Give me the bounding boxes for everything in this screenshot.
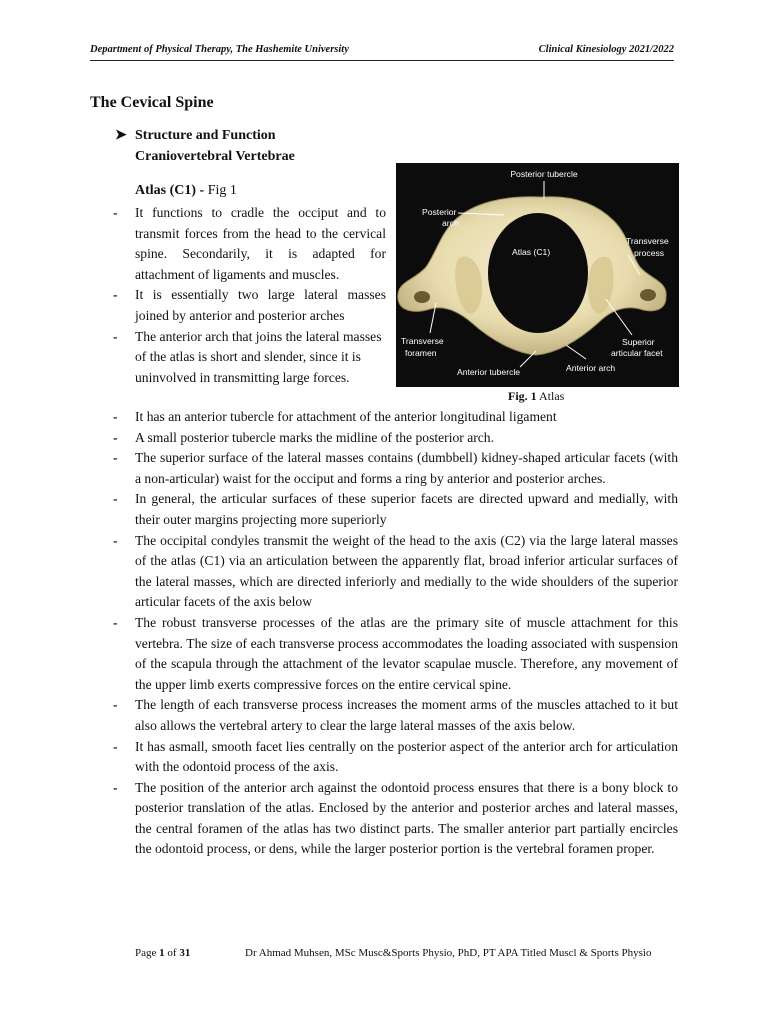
label-transverse-foramen-1: Transverse [401,336,444,346]
label-superior-facet-1: Superior [622,337,655,347]
page-header [90,42,674,61]
section-heading [115,125,295,167]
arrow-bullet-icon: ➤ [115,128,127,143]
section-title: Structure and Function [135,128,276,143]
figure-caption [508,389,564,404]
caption-number: Fig. 1 [508,389,537,403]
label-posterior-arch-2: arch [442,218,459,228]
atlas-heading-ref: Fig 1 [207,183,237,198]
list-item: - It has an anterior tubercle for attachment of the anterior longitudinal ligament [113,409,557,424]
label-transverse-process-1: Transverse [626,236,669,246]
bullet-list-wide [113,407,678,860]
list-item: - It has asmall, smooth facet lies centrally on the posterior aspect of the anterior arch for articulation with the odontoid process of the axis. [113,738,678,775]
section-subtitle: Craniovertebral Vertebrae [135,149,295,164]
label-atlas-center: Atlas (C1) [512,247,551,257]
label-anterior-tubercle: Anterior tubercle [457,367,521,377]
label-superior-facet-2: articular facet [611,348,663,358]
page-number: Page 1 of 31 [135,947,191,959]
list-item: - The robust transverse processes of the atlas are the primary site of muscle attachment for this vertebra. The size of each transverse process accommodates the loading associated with suspension of the scapula through the attachment of the levator scapulae muscle. Therefore, any movement of the upper limb exerts compressive forces on the entire cervical spine. [113,614,678,692]
list-item: - The superior surface of the lateral masses contains (dumbbell) kidney-shaped articular facets (with a non-articular) waist for the occiput and forms a ring by anterior and posterior arches. [113,450,678,486]
list-item: - The anterior arch that joins the lateral masses of the atlas is short and slender, since it is uninvolved in transmitting large forces. [113,328,382,385]
atlas-illustration [396,163,679,387]
atlas-figure [396,163,679,387]
label-posterior-tubercle: Posterior tubercle [510,169,578,179]
caption-text: Atlas [536,389,565,403]
label-anterior-arch: Anterior arch [566,363,616,373]
vertebral-foramen [488,213,588,333]
atlas-heading-bold: Atlas (C1) - [135,183,208,198]
list-item: - In general, the articular surfaces of these superior facets are directed upward and medially, with their outer margins projecting more superiorly [113,491,678,527]
header-department: Department of Physical Therapy, The Hashemite University [90,44,349,55]
footer-author: Dr Ahmad Muhsen, MSc Musc&Sports Physio, PhD, PT APA Titled Muscl & Sports Physio [245,947,652,959]
list-item: - A small posterior tubercle marks the midline of the posterior arch. [113,429,494,445]
right-transverse-foramen [640,289,656,301]
header-course: Clinical Kinesiology 2021/2022 [538,44,674,55]
list-item: - The occipital condyles transmit the weight of the head to the axis (C2) via the large lateral masses of the atlas (C1) via an articulation between the apparently flat, broad inferior articular surfaces of the lateral masses, which are directed inferiorly and medially to the wide shoulders of the superior articular facets of the axis below [113,532,678,610]
list-item: - The length of each transverse process increases the moment arms of the muscles attached to it but also allows the vertebral artery to clear the large lateral masses of the axis below. [113,697,678,733]
list-item: - The position of the anterior arch against the odontoid process ensures that there is a bony block to posterior translation of the atlas. Enclosed by the anterior and posterior arches and lateral masses, the central foramen of the atlas has two distinct parts. The smaller anterior part partially encircles the odontoid process, or dens, while the larger posterior portion is the vertebral foramen proper. [113,779,678,857]
bullet-list-narrow [113,203,386,388]
label-transverse-process-2: process [634,248,665,258]
list-item: - It functions to cradle the occiput and to transmit forces from the head to the cervical spine. Secondarily, it is adapted for attachment of ligaments and muscles. [113,205,386,282]
label-posterior-arch-1: Posterior [422,207,457,217]
label-transverse-foramen-2: foramen [405,348,437,358]
list-item: - It is essentially two large lateral masses joined by anterior and posterior arches [113,287,386,323]
atlas-heading [135,183,237,199]
page-title: The Cevical Spine [90,94,214,111]
left-transverse-foramen [414,291,430,303]
